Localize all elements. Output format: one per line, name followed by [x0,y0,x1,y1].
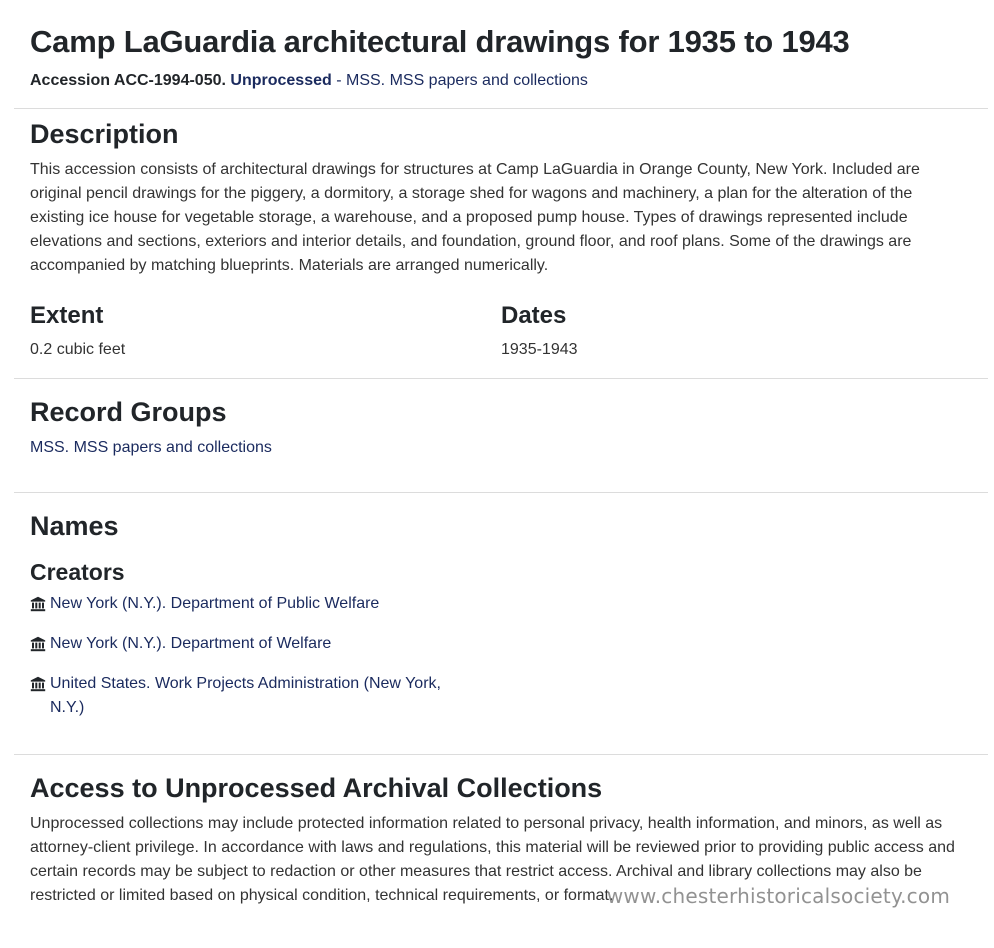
watermark: www.chesterhistoricalsociety.com [606,884,950,908]
institution-icon [30,596,46,612]
names-section [30,510,964,720]
description-heading: Description [30,119,179,149]
dates-block [501,302,578,362]
record-group-link[interactable]: MSS. MSS papers and collections [30,439,272,456]
record-groups-heading: Record Groups [30,397,227,427]
description-text: This accession consists of architectural drawings for structures at Camp LaGuardia in Orange County, New York. Included are original pencil drawings for the piggery, a dormitory, a storage shed for wagons and machinery, a plan for the alteration of the existing ice house for vegetable storage, a warehouse, and a proposed pump house. Types of drawings represented include elevations and sections, exteriors and interior details, and foundation, ground floor, and roof plans. Some of the drawings are accompanied by matching blueprints. Materials are arranged numerically. [30,161,920,274]
institution-icon [30,636,46,652]
creator-item[interactable] [30,592,460,616]
collection-link[interactable]: MSS. MSS papers and collections [346,72,588,89]
description-section [30,118,964,278]
divider [14,378,988,379]
extent-block [30,302,125,362]
creator-link[interactable]: United States. Work Projects Administration (New York, N.Y.) [50,675,441,716]
accession-subline [30,71,964,91]
divider [14,754,988,755]
access-heading: Access to Unprocessed Archival Collections [30,773,603,803]
page-title: Camp LaGuardia architectural drawings for 1935 to 1943 [30,24,850,59]
extent-dates-row [30,302,964,366]
institution-icon [30,676,46,692]
creator-link[interactable]: New York (N.Y.). Department of Public Welfare [50,595,380,612]
subline-separator: - [331,72,346,89]
accession-number: Accession ACC-1994-050. [30,72,226,89]
status-badge: Unprocessed [230,72,332,89]
divider [14,108,988,109]
creator-link[interactable]: New York (N.Y.). Department of Welfare [50,635,332,652]
names-heading: Names [30,511,119,541]
access-text: Unprocessed collections may include protected information related to personal privacy, health information, and minors, as well as attorney-client privilege. In accordance with laws and regulations, this material will be reviewed prior to providing public access and certain records may be subject to redaction or other measures that restrict access. Archival and library collections may also be restricted or limited based on physical condition, technical requirements, or format. [30,815,955,904]
record-groups-section [30,396,964,460]
dates-value: 1935-1943 [501,341,578,358]
dates-heading: Dates [501,302,567,329]
divider [14,492,988,493]
creators-heading: Creators [30,559,125,585]
extent-value: 0.2 cubic feet [30,341,126,358]
creator-item[interactable] [30,672,460,720]
creator-item[interactable] [30,632,460,656]
extent-heading: Extent [30,302,104,329]
page-header [0,0,994,89]
